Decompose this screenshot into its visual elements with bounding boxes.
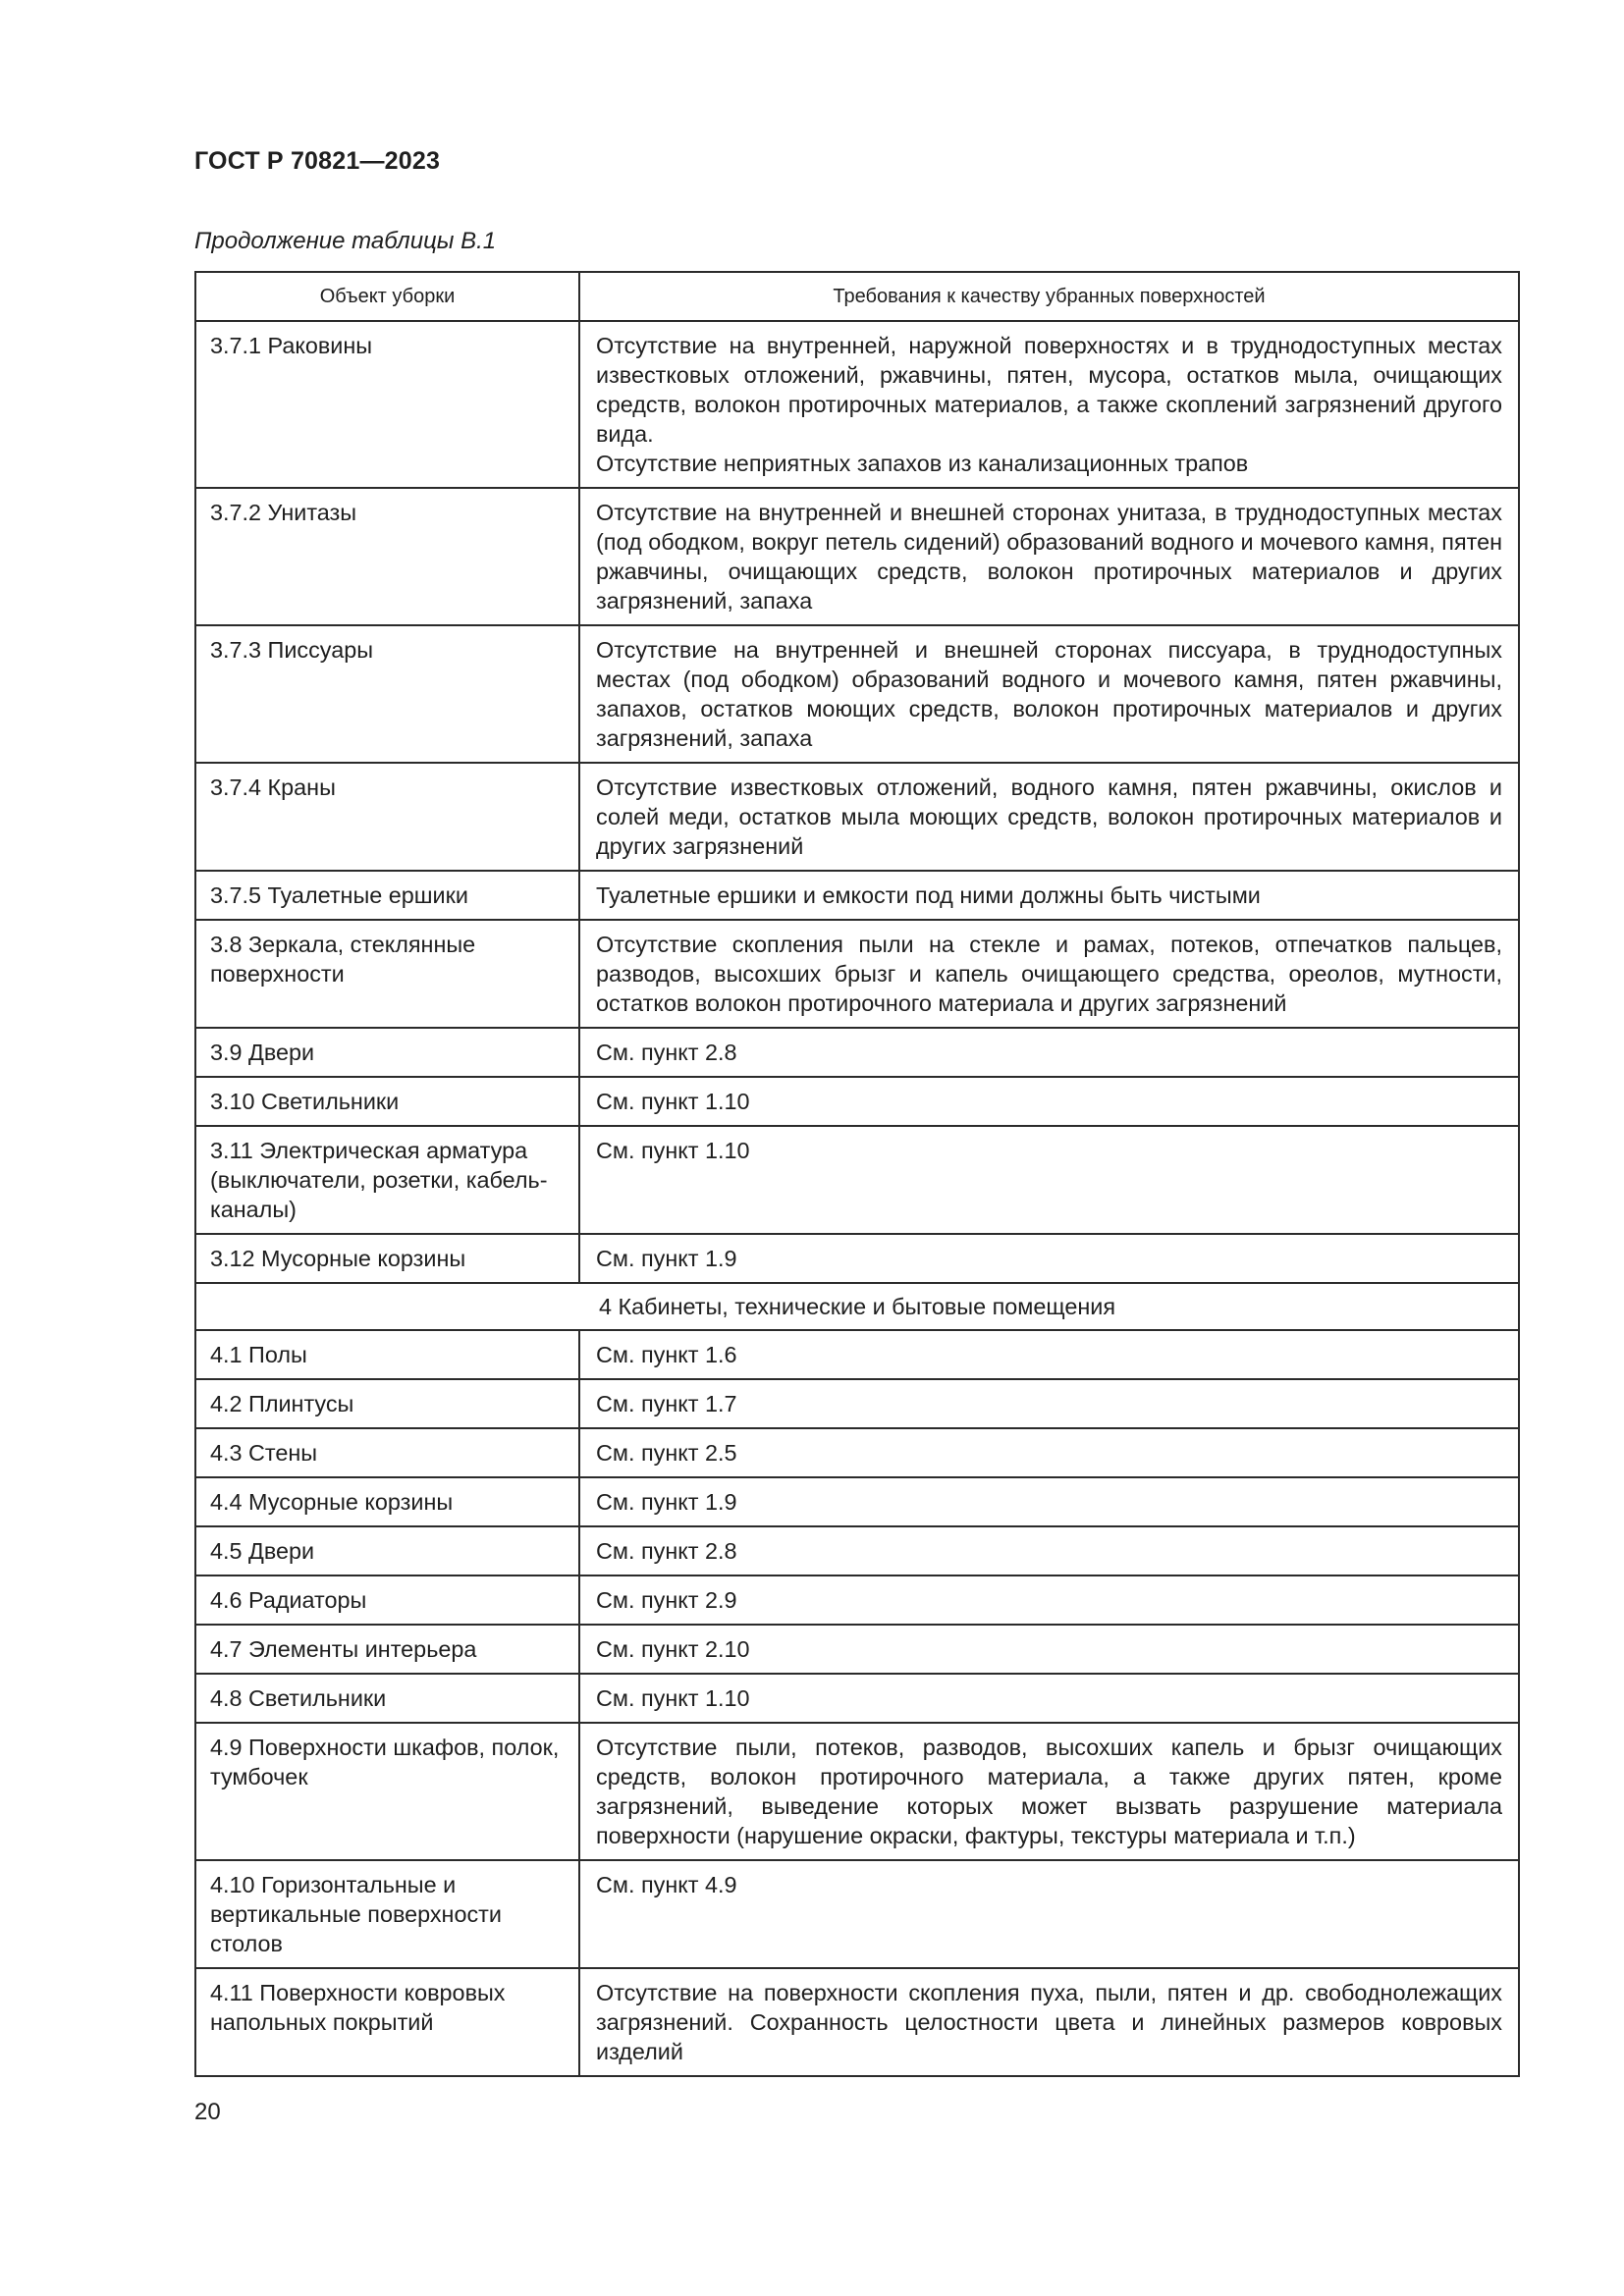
requirement-text: Отсутствие на внутренней, наружной поверхностях и в труднодоступных местах известковых отложений, ржавчины, пятен, мусора, остатков мыла, очищающих средств, волокон протирочных материалов, а также скоплений загрязнений другого вида. — [596, 333, 1502, 447]
page-number: 20 — [194, 2099, 221, 2125]
quality-requirement-cell — [579, 1330, 1519, 1379]
cleaning-object-cell: 3.7.1 Раковины — [195, 321, 579, 488]
cleaning-object-cell: 4.1 Полы — [195, 1330, 579, 1379]
table-row — [195, 1968, 1519, 2076]
requirement-text: См. пункт 1.6 — [596, 1342, 737, 1367]
requirements-table — [194, 271, 1520, 2077]
cleaning-object-cell: 4.11 Поверхности ковровых напольных покрытий — [195, 1968, 579, 2076]
table-row — [195, 1477, 1519, 1526]
requirement-text: Отсутствие неприятных запахов из канализационных трапов — [596, 451, 1249, 476]
quality-requirement-cell — [579, 1477, 1519, 1526]
requirement-text: Отсутствие скопления пыли на стекле и рамах, потеков, отпечатков пальцев, разводов, высохших брызг и капель очищающего средства, ореолов, мутности, остатков волокон протирочного материала и других загрязнений — [596, 932, 1502, 1016]
quality-requirement-cell — [579, 1625, 1519, 1674]
quality-requirement-cell — [579, 763, 1519, 871]
cleaning-object-cell: 3.7.5 Туалетные ершики — [195, 871, 579, 920]
cleaning-object-cell: 3.12 Мусорные корзины — [195, 1234, 579, 1283]
table-row — [195, 1077, 1519, 1126]
requirement-text: См. пункт 2.8 — [596, 1538, 737, 1564]
requirement-text: См. пункт 1.10 — [596, 1685, 750, 1711]
table-row — [195, 1575, 1519, 1625]
table-caption: Продолжение таблицы В.1 — [194, 228, 497, 254]
table-row — [195, 1126, 1519, 1234]
quality-requirement-cell — [579, 1968, 1519, 2076]
table-row — [195, 871, 1519, 920]
quality-requirement-cell — [579, 1674, 1519, 1723]
quality-requirement-cell — [579, 1428, 1519, 1477]
quality-requirement-cell — [579, 1126, 1519, 1234]
quality-requirement-cell — [579, 321, 1519, 488]
quality-requirement-cell — [579, 920, 1519, 1028]
requirement-text: См. пункт 2.10 — [596, 1636, 750, 1662]
table-row — [195, 1674, 1519, 1723]
cleaning-object-cell: 3.9 Двери — [195, 1028, 579, 1077]
cleaning-object-cell: 3.7.4 Краны — [195, 763, 579, 871]
table-row — [195, 1234, 1519, 1283]
cleaning-object-cell: 4.7 Элементы интерьера — [195, 1625, 579, 1674]
cleaning-object-cell: 4.8 Светильники — [195, 1674, 579, 1723]
table-row — [195, 1028, 1519, 1077]
table-row — [195, 625, 1519, 763]
quality-requirement-cell — [579, 1077, 1519, 1126]
requirement-text: См. пункт 1.9 — [596, 1489, 737, 1515]
requirement-text: Отсутствие на поверхности скопления пуха, пыли, пятен и др. свободнолежащих загрязнений. Сохранность целостности цвета и линейных размеров ковровых изделий — [596, 1980, 1502, 2064]
cleaning-object-cell: 3.10 Светильники — [195, 1077, 579, 1126]
table-row — [195, 1625, 1519, 1674]
cleaning-object-cell: 4.4 Мусорные корзины — [195, 1477, 579, 1526]
quality-requirement-cell — [579, 625, 1519, 763]
table-row — [195, 1330, 1519, 1379]
requirement-text: Отсутствие на внутренней и внешней сторонах писсуара, в труднодоступных местах (под ободком) образований водного и мочевого камня, пятен ржавчины, запахов, остатков моющих средств, волокон протирочных материалов и других загрязнений, запаха — [596, 637, 1502, 751]
table-row — [195, 1723, 1519, 1860]
table-header-row — [195, 272, 1519, 321]
requirement-text: См. пункт 1.7 — [596, 1391, 737, 1416]
cleaning-object-cell: 4.3 Стены — [195, 1428, 579, 1477]
cleaning-object-cell: 4.5 Двери — [195, 1526, 579, 1575]
section-title: 4 Кабинеты, технические и бытовые помещения — [195, 1283, 1519, 1330]
quality-requirement-cell — [579, 1860, 1519, 1968]
table-row — [195, 1860, 1519, 1968]
requirement-text: См. пункт 4.9 — [596, 1872, 737, 1897]
table-row — [195, 1428, 1519, 1477]
table-row — [195, 920, 1519, 1028]
cleaning-object-cell: 4.2 Плинтусы — [195, 1379, 579, 1428]
requirement-text: Отсутствие на внутренней и внешней сторонах унитаза, в труднодоступных местах (под ободком, вокруг петель сидений) образований водного и мочевого камня, пятен ржавчины, очищающих средств, волокон протирочных материалов и других загрязнений, запаха — [596, 500, 1502, 614]
quality-requirement-cell — [579, 1234, 1519, 1283]
requirement-text: См. пункт 1.9 — [596, 1246, 737, 1271]
table-row — [195, 488, 1519, 625]
cleaning-object-cell: 3.11 Электрическая арматура (выключатели, розетки, кабель-каналы) — [195, 1126, 579, 1234]
cleaning-object-cell: 4.10 Горизонтальные и вертикальные поверхности столов — [195, 1860, 579, 1968]
table-row — [195, 321, 1519, 488]
requirement-text: Туалетные ершики и емкости под ними должны быть чистыми — [596, 882, 1261, 908]
document-code: ГОСТ Р 70821—2023 — [194, 147, 441, 175]
section-row — [195, 1283, 1519, 1330]
cleaning-object-cell: 3.8 Зеркала, стеклянные поверхности — [195, 920, 579, 1028]
cleaning-object-cell: 4.6 Радиаторы — [195, 1575, 579, 1625]
cleaning-object-cell: 3.7.2 Унитазы — [195, 488, 579, 625]
requirement-text: Отсутствие известковых отложений, водного камня, пятен ржавчины, окислов и солей меди, остатков мыла моющих средств, волокон протирочных материалов и других загрязнений — [596, 774, 1502, 859]
cleaning-object-cell: 3.7.3 Писсуары — [195, 625, 579, 763]
requirement-text: См. пункт 1.10 — [596, 1138, 750, 1163]
table-body — [195, 321, 1519, 2076]
table-row — [195, 1526, 1519, 1575]
quality-requirement-cell — [579, 488, 1519, 625]
requirement-text: См. пункт 2.5 — [596, 1440, 737, 1466]
cleaning-object-cell: 4.9 Поверхности шкафов, полок, тумбочек — [195, 1723, 579, 1860]
column-header-object: Объект уборки — [195, 272, 579, 321]
quality-requirement-cell — [579, 1526, 1519, 1575]
quality-requirement-cell — [579, 1379, 1519, 1428]
column-header-requirements: Требования к качеству убранных поверхностей — [579, 272, 1519, 321]
table-row — [195, 763, 1519, 871]
quality-requirement-cell — [579, 1028, 1519, 1077]
requirement-text: См. пункт 2.8 — [596, 1040, 737, 1065]
requirement-text: См. пункт 2.9 — [596, 1587, 737, 1613]
quality-requirement-cell — [579, 871, 1519, 920]
requirement-text: См. пункт 1.10 — [596, 1089, 750, 1114]
table-row — [195, 1379, 1519, 1428]
requirement-text: Отсутствие пыли, потеков, разводов, высохших капель и брызг очищающих средств, волокон протирочного материала, а также других пятен, кроме загрязнений, выведение которых может вызвать разрушение материала поверхности (нарушение окраски, фактуры, текстуры материала и т.п.) — [596, 1735, 1502, 1848]
quality-requirement-cell — [579, 1575, 1519, 1625]
quality-requirement-cell — [579, 1723, 1519, 1860]
